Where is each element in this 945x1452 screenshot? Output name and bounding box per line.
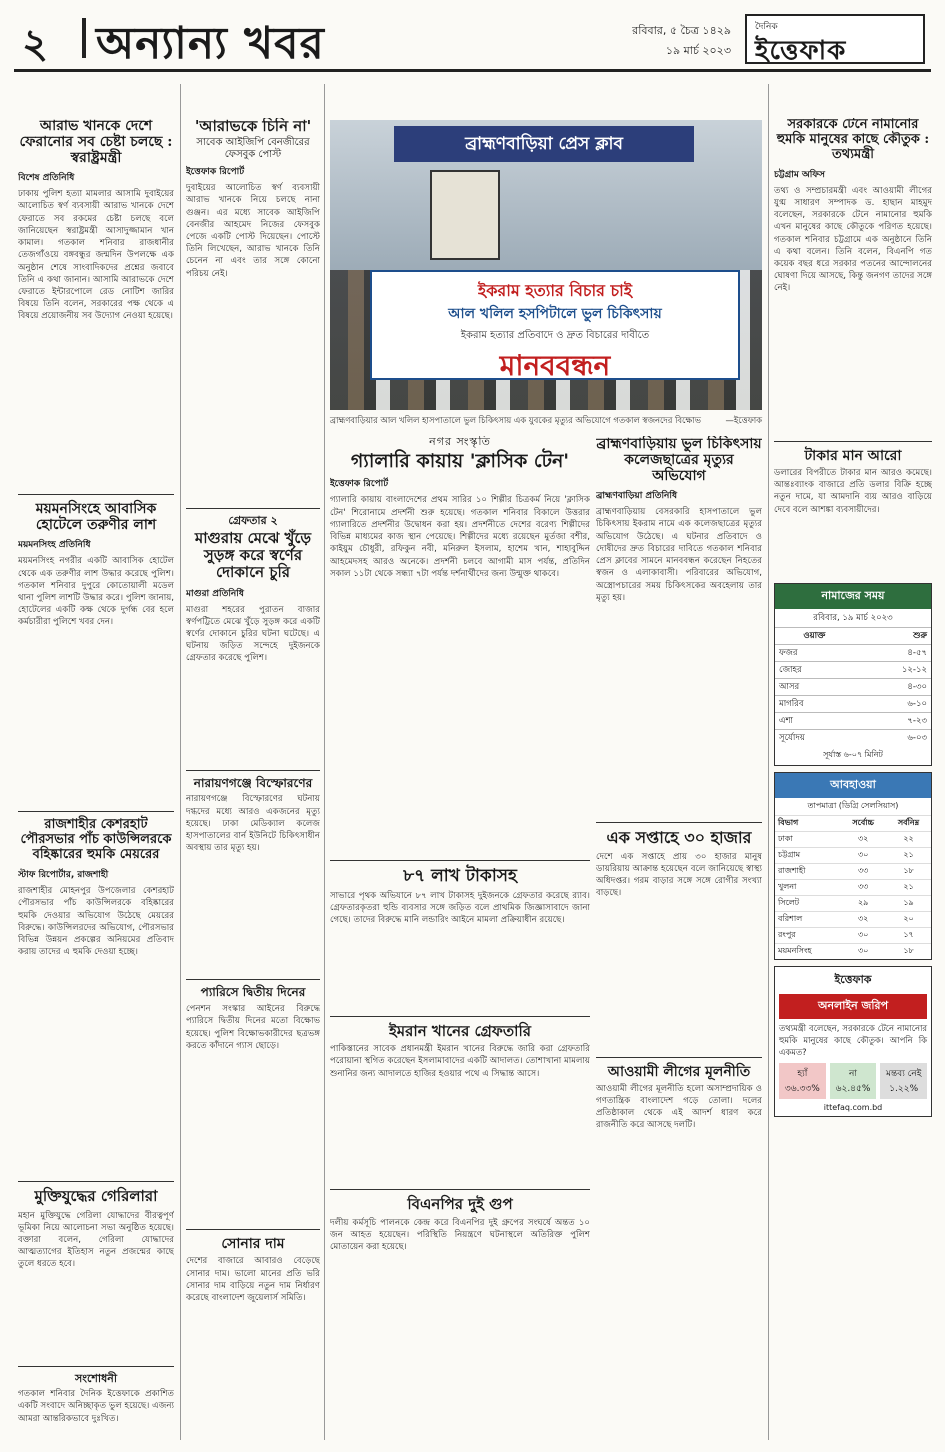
divider — [18, 494, 174, 495]
city: খুলনা — [775, 879, 840, 895]
divider — [596, 822, 762, 823]
max-temp: ৩০ — [840, 943, 886, 959]
photo-credit: —ইত্তেফাক — [725, 415, 762, 425]
city: বরিশাল — [775, 911, 840, 927]
article-title[interactable]: প্যারিসে দ্বিতীয় দিনের — [200, 985, 306, 1000]
table-row — [775, 911, 931, 927]
prayer-col-header: ওয়াক্ত — [775, 627, 854, 644]
newspaper-logo — [745, 14, 925, 64]
prayer-time: ৬-০৩ — [854, 729, 931, 746]
article-title[interactable]: ময়মনসিংহে আবাসিক হোটেলে তরুণীর লাশ — [35, 501, 157, 534]
poll-question: তথ্যমন্ত্রী বলেছেন, সরকারকে টেনে নামানোর হুমকি মানুষের কাছে কৌতুক। আপনি কি একমত? — [779, 1022, 927, 1057]
article-body: তথ্য ও সম্প্রচারমন্ত্রী এবং আওয়ামী লীগের যুগ্ম সাধারণ সম্পাদক ড. হাছান মাহমুদ বলেছেন, সরকারকে টেনে নামানোর হুমকি এখন মানুষের কাছে কৌতুকে পরিণত হয়েছে। গতকাল শনিবার চট্টগ্রামে এক অনুষ্ঠানে তিনি এ কথা বলেন। তিনি বলেন, বিএনপি গত কয়েক বছর ধরে সরকার পতনের আন্দোলনের ঘোষণা দিয়ে আসছে, কিন্তু জনগণ তাদের সঙ্গে নেই। — [774, 185, 932, 294]
article-kicker: গ্রেফতার ২ — [228, 514, 278, 528]
divider — [330, 1189, 590, 1190]
prayer-time: ৪-৩০ — [854, 678, 931, 695]
poll-option-no-comment[interactable] — [880, 1063, 927, 1099]
table-row — [775, 863, 931, 879]
column-rule — [324, 84, 325, 1440]
city: ঢাকা — [775, 831, 840, 847]
table-row — [775, 879, 931, 895]
weather-heading: আবহাওয়া — [775, 773, 931, 798]
divider — [596, 1057, 762, 1058]
min-temp: ১৮ — [886, 863, 931, 879]
article-body: দেশে এক সপ্তাহে প্রায় ৩০ হাজার মানুষ ডায়রিয়ায় আক্রান্ত হয়েছেন বলে জানিয়েছে স্বাস্থ্য অধিদপ্তর। গরম বাড়ার সঙ্গে সঙ্গে রোগীর সংখ্যা বাড়ছে। — [596, 851, 762, 899]
option-value: ১.২২% — [889, 1083, 919, 1094]
weather-box — [774, 772, 932, 960]
article-title[interactable]: মুক্তিযুদ্ধের গেরিলারা — [34, 1187, 158, 1206]
byline: ইত্তেফাক রিপোর্ট — [186, 167, 245, 178]
caption-text: ব্রাহ্মণবাড়িয়ার আল খলিল হাসপাতালে ভুল চিকিৎসায় এক যুবকের মৃত্যুর অভিযোগে গতকাল স্বজনদের বিক্ষোভ — [330, 415, 701, 425]
byline: ব্রাহ্মণবাড়িয়া প্রতিনিধি — [596, 491, 678, 502]
byline: মাগুরা প্রতিনিধি — [186, 588, 244, 599]
weather-col-header: সর্বোচ্চ — [840, 815, 886, 831]
max-temp: ৩০ — [840, 927, 886, 943]
weather-col-header: সর্বনিম্ন — [886, 815, 931, 831]
center-right — [596, 436, 762, 1440]
max-temp: ৩৩ — [840, 879, 886, 895]
weather-sub: তাপমাত্রা (ডিগ্রি সেলসিয়াস) — [807, 800, 899, 810]
table-row — [775, 661, 931, 678]
date-english: ১৯ মার্চ ২০২৩ — [665, 44, 731, 57]
table-row — [775, 712, 931, 729]
divider — [18, 1366, 174, 1367]
article-title[interactable]: সোনার দাম — [221, 1236, 285, 1253]
prayer-time: ৪-৫৭ — [854, 644, 931, 661]
prayer-name: ফজর — [775, 644, 854, 661]
column-rule — [768, 84, 769, 1440]
table-row — [775, 847, 931, 863]
article-title[interactable]: ব্রাহ্মণবাড়িয়ায় ভুল চিকিৎসায় কলেজছাত্রের মৃত্যুর অভিযোগ — [596, 436, 762, 485]
min-temp: ২০ — [886, 911, 931, 927]
prayer-heading: নামাজের সময় — [775, 584, 931, 609]
poll-banner: অনলাইন জরিপ — [779, 994, 927, 1019]
divider — [186, 1229, 320, 1230]
min-temp: ১৮ — [886, 943, 931, 959]
kicker: নগর সংস্কৃতি — [429, 436, 491, 448]
city: সিলেট — [775, 895, 840, 911]
min-temp: ২১ — [886, 879, 931, 895]
article-body: গ্যালারি কায়ায় বাংলাদেশের প্রথম সারির ১০ শিল্পীর চিত্রকর্ম নিয়ে 'ক্লাসিক টেন' শিরোনামে প্রদর্শনী শুরু হয়েছে। গতকাল শনিবার বিকালে উত্তরার গ্যালারিতে প্রদর্শনীর উদ্বোধন করা হয়। প্রদর্শনীতে দেশের বরেণ্য শিল্পীদের বিভিন্ন মাধ্যমের কাজ স্থান পেয়েছে। শিল্পীদের মধ্যে রয়েছেন মুর্তজা বশীর, কাইয়ুম চৌধুরী, রফিকুন নবী, মনিরুল ইসলাম, হাশেম খান, শাহাবুদ্দিন আহমেদসহ আরও অনেকে। প্রদর্শনী চলবে আগামী মাস পর্যন্ত, প্রতিদিন সকাল ১১টা থেকে সন্ধ্যা ৭টা পর্যন্ত দর্শনার্থীদের জন্য উন্মুক্ত থাকবে। — [330, 495, 590, 579]
table-row — [775, 644, 931, 661]
prayer-time: ৬-১০ — [854, 695, 931, 712]
table-row — [775, 695, 931, 712]
column-5 — [774, 118, 932, 1440]
prayer-date: রবিবার, ১৯ মার্চ ২০২৩ — [813, 612, 893, 623]
prayer-name: সূর্যোদয় — [775, 729, 854, 746]
article-title[interactable]: সরকারকে টেনে নামানোর হুমকি মানুষের কাছে কৌতুক : তথ্যমন্ত্রী — [776, 118, 930, 162]
logo-name: ইত্তেফাক — [755, 36, 847, 66]
banner-line: ইকরাম হত্যার বিচার চাই — [477, 281, 633, 300]
article-title[interactable]: সংশোধনী — [75, 1371, 117, 1385]
divider — [186, 508, 320, 509]
prayer-times-box — [774, 583, 932, 766]
article-title[interactable]: 'আরাভকে চিনি না' — [194, 118, 312, 135]
banner-line: মানববন্ধন — [499, 349, 611, 382]
table-row — [775, 943, 931, 959]
article-body: মাগুরা শহরের পুরাতন বাজার স্বর্ণপট্টিতে মেঝে খুঁড়ে সুড়ঙ্গ করে একটি স্বর্ণের দোকানে চুরির ঘটনা ঘটেছে। এ ঘটনায় জড়িত সন্দেহে দুইজনকে গ্রেফতার করেছে পুলিশ। — [186, 604, 320, 664]
poll-options — [779, 1063, 927, 1099]
option-value: ৬২.৪৫% — [835, 1083, 871, 1094]
weather-col-header: বিভাগ — [775, 815, 840, 831]
divider — [186, 979, 320, 980]
city: রাজশাহী — [775, 863, 840, 879]
article-body: ডলারের বিপরীতে টাকার মান আরও কমেছে। আন্তঃব্যাংক বাজারে প্রতি ডলার বিক্রি হচ্ছে নতুন দামে, যা আমদানি ব্যয় আরও বাড়িয়ে দেবে বলে আশঙ্কা ব্যবসায়ীদের। — [774, 467, 932, 515]
article-title[interactable]: রাজশাহীর কেশরহাট পৌরসভার পাঁচ কাউন্সিলরকে বহিষ্কারের হুমকি মেয়রের — [20, 817, 172, 863]
article-title[interactable]: গ্যালারি কায়ায় 'ক্লাসিক টেন' — [350, 449, 570, 472]
prayer-name: এশা — [775, 712, 854, 729]
article-body: দুবাইয়ের আলোচিত স্বর্ণ ব্যবসায়ী আরাভ খানকে নিয়ে চলছে নানা গুঞ্জন। এর মধ্যে সাবেক আইজিপি বেনজীর আহমেদ নিজের ফেসবুক পেজে একটি পোস্ট দিয়েছেন। পোস্টে তিনি লিখেছেন, আরাভ খানকে তিনি চেনেন না এবং তার সঙ্গে কোনো পরিচয় নেই। — [186, 183, 320, 279]
article-body: ঢাকায় পুলিশ হত্যা মামলার আসামি দুবাইয়ের আলোচিত স্বর্ণ ব্যবসায়ী আরাভ খানকে দেশে ফেরাতে সব রকমের চেষ্টা চলছে বলে জানিয়েছেন স্বরাষ্ট্রমন্ত্রী আসাদুজ্জামান খান কামাল। গতকাল শনিবার রাজধানীর তেজগাঁওয়ে বঙ্গবন্ধুর জন্মদিন উপলক্ষে এক অনুষ্ঠান শেষে সাংবাদিকদের প্রশ্নের জবাবে তিনি এ কথা জানান। আসামি আরাভকে দেশে ফেরাতে ইন্টারপোলে রেড নোটিশ জারির বিষয়ে তিনি বলেন, সরকারের পক্ষ থেকে এ বিষয়ে প্রয়োজনীয় সব উদ্যোগ নেওয়া হয়েছে। — [18, 189, 174, 322]
article-title[interactable]: মাগুরায় মেঝে খুঁড়ে সুড়ঙ্গ করে স্বর্ণের দোকানে চুরি — [194, 528, 312, 582]
byline: চট্টগ্রাম অফিস — [774, 169, 825, 180]
victim-portrait — [430, 170, 500, 260]
option-label: না — [849, 1068, 857, 1079]
min-temp: ১৯ — [886, 895, 931, 911]
city: ময়মনসিংহ — [775, 943, 840, 959]
divider — [330, 1016, 590, 1017]
byline: ইত্তেফাক রিপোর্ট — [330, 479, 389, 490]
poll-footer-link[interactable]: ittefaq.com.bd — [823, 1102, 883, 1112]
option-value: ৩৬.৩৩% — [784, 1083, 820, 1094]
divider — [18, 1181, 174, 1182]
article-body: পেনশন সংস্কার আইনের বিরুদ্ধে প্যারিসে দ্বিতীয় দিনের মতো বিক্ষোভ হয়েছে। পুলিশ বিক্ষোভকারীদের ছত্রভঙ্গ করতে কাঁদানে গ্যাস ছোড়ে। — [186, 1004, 320, 1051]
article-body: দেশের বাজারে আবারও বেড়েছে সোনার দাম। ভালো মানের প্রতি ভরি সোনার দাম বাড়িয়ে নতুন দাম নির্ধারণ করেছে বাংলাদেশ জুয়েলার্স সমিতি। — [186, 1256, 320, 1303]
article-subtitle: সাবেক আইজিপি বেনজীরের ফেসবুক পোস্ট — [196, 137, 310, 160]
byline: স্টাফ রিপোর্টার, রাজশাহী — [18, 870, 109, 881]
article-title[interactable]: ইমরান খানের গ্রেফতারি — [389, 1022, 531, 1041]
table-row — [775, 927, 931, 943]
article-body: নারায়ণগঞ্জে বিস্ফোরণের ঘটনায় দগ্ধদের মধ্যে আরও একজনের মৃত্যু হয়েছে। ঢাকা মেডিক্যাল কলেজ হাসপাতালের বার্ন ইউনিটে চিকিৎসাধীন অবস্থায় তার মৃত্যু হয়। — [186, 794, 320, 854]
prayer-table — [775, 627, 931, 746]
prayer-note: সূর্যাস্ত ৬-০৭ মিনিট — [823, 749, 883, 759]
table-row — [775, 678, 931, 695]
column-1 — [18, 118, 174, 1440]
poll-option-yes[interactable] — [779, 1063, 826, 1099]
article-body: সাভারে পৃথক অভিযানে ৮৭ লাখ টাকাসহ দুইজনকে গ্রেফতার করেছে র‍্যাব। গ্রেফতারকৃতরা হুন্ডি ব্যবসার সঙ্গে জড়িত বলে প্রাথমিক জিজ্ঞাসাবাদে জানা গেছে। তাদের বিরুদ্ধে মানি লন্ডারিং আইনে মামলা প্রক্রিয়াধীন রয়েছে। — [330, 891, 590, 926]
page-number: ২ — [22, 20, 49, 67]
article-title[interactable]: ৮৭ লাখ টাকাসহ — [403, 866, 517, 887]
byline: ময়মনসিংহ প্রতিনিধি — [18, 540, 91, 551]
article-body: ময়মনসিংহ নগরীর একটি আবাসিক হোটেল থেকে এক তরুণীর লাশ উদ্ধার করেছে পুলিশ। গতকাল শনিবার দুপুরে কোতোয়ালী মডেল থানা পুলিশ লাশটি উদ্ধার করে। পুলিশ জানায়, হোটেলের একটি কক্ষ থেকে দুর্গন্ধ বের হলে কর্মচারীরা পুলিশে খবর দেন। — [18, 556, 174, 628]
divider — [330, 860, 590, 861]
poll-option-no[interactable] — [830, 1063, 877, 1099]
prayer-time: ৭-২৩ — [854, 712, 931, 729]
masthead — [14, 8, 931, 72]
byline: বিশেষ প্রতিনিধি — [18, 173, 75, 184]
protest-banner — [370, 270, 740, 380]
online-poll-box — [774, 966, 932, 1117]
article-title[interactable]: এক সপ্তাহে ৩০ হাজার — [606, 828, 752, 848]
column-2 — [186, 118, 320, 1440]
press-club-sign: ব্রাহ্মণবাড়িয়া প্রেস ক্লাব — [394, 126, 694, 162]
max-temp: ৩৩ — [840, 863, 886, 879]
article-title[interactable]: নারায়ণগঞ্জে বিস্ফোরণের — [193, 775, 313, 790]
photo-caption — [330, 414, 762, 428]
banner-line: ইকরাম হত্যার প্রতিবাদে ও দ্রুত বিচারের দাবীতে — [460, 330, 650, 341]
date-bangla: রবিবার, ৫ চৈত্র ১৪২৯ — [632, 24, 731, 37]
table-row — [775, 831, 931, 847]
poll-brand: ইত্তেফাক — [834, 972, 872, 986]
prayer-name: মাগরিব — [775, 695, 854, 712]
column-rule — [180, 84, 181, 1440]
max-temp: ৩০ — [840, 847, 886, 863]
article-body: পাকিস্তানের সাবেক প্রধানমন্ত্রী ইমরান খানের বিরুদ্ধে জারি করা গ্রেফতারি পরোয়ানা স্থগিত করেছেন ইসলামাবাদের একটি আদালত। তোশাখানা মামলায় শুনানির জন্য আদালতে হাজির হওয়ার পথে এ সিদ্ধান্ত আসে। — [330, 1044, 590, 1079]
article-title[interactable]: টাকার মান আরো — [804, 447, 902, 464]
article-body: রাজশাহীর মোহনপুর উপজেলার কেশরহাট পৌরসভার পাঁচ কাউন্সিলরকে বহিষ্কারের হুমকি দেওয়ার অভিযোগ উঠেছে মেয়রের বিরুদ্ধে। কাউন্সিলরদের অভিযোগ, পৌরসভার বিভিন্ন উন্নয়ন প্রকল্পের অনিয়মের প্রতিবাদ করায় তাদের এ হুমকি দেওয়া হচ্ছে। — [18, 886, 174, 958]
prayer-time: ১২-১২ — [854, 661, 931, 678]
prayer-name: জোহর — [775, 661, 854, 678]
max-temp: ৩২ — [840, 911, 886, 927]
city: রংপুর — [775, 927, 840, 943]
banner-line: আল খলিল হসপিটালে ভুল চিকিৎসায় — [448, 306, 662, 322]
weather-table — [775, 815, 931, 959]
article-title[interactable]: আওয়ামী লীগের মূলনীতি — [607, 1063, 751, 1080]
article-title[interactable]: আরাভ খানকে দেশে ফেরানোর সব চেষ্টা চলছে : স্বরাষ্ট্রমন্ত্রী — [19, 118, 173, 167]
divider — [774, 441, 932, 442]
min-temp: ২১ — [886, 847, 931, 863]
table-row — [775, 729, 931, 746]
max-temp: ২৯ — [840, 895, 886, 911]
divider — [186, 770, 320, 771]
table-row — [775, 895, 931, 911]
logo-small: দৈনিক — [755, 22, 778, 32]
article-body: গতকাল শনিবার দৈনিক ইত্তেফাকে প্রকাশিত একটি সংবাদে অনিচ্ছাকৃত ভুল হয়েছে। এজন্য আমরা আন্তরিকভাবে দুঃখিত। — [18, 1389, 174, 1424]
prayer-name: আসর — [775, 678, 854, 695]
article-body: মহান মুক্তিযুদ্ধে গেরিলা যোদ্ধাদের বীরত্বপূর্ণ ভূমিকা নিয়ে আলোচনা সভা অনুষ্ঠিত হয়েছে। বক্তারা বলেন, গেরিলা যোদ্ধাদের আত্মত্যাগের ইতিহাস নতুন প্রজন্মের কাছে তুলে ধরতে হবে। — [18, 1210, 174, 1270]
section-title: অন্যান্য খবর — [96, 18, 325, 69]
min-temp: ১৭ — [886, 927, 931, 943]
city: চট্টগ্রাম — [775, 847, 840, 863]
article-body: দলীয় কর্মসূচি পালনকে কেন্দ্র করে বিএনপির দুই গ্রুপের সংঘর্ষে অন্তত ১০ জন আহত হয়েছেন। পরিস্থিতি নিয়ন্ত্রণে ঘটনাস্থলে অতিরিক্ত পুলিশ মোতায়েন করা হয়েছে। — [330, 1217, 590, 1252]
center-left — [330, 436, 590, 1440]
divider — [18, 811, 174, 812]
news-photo — [330, 120, 762, 410]
prayer-col-header: শুরু — [854, 627, 931, 644]
article-title[interactable]: বিএনপির দুই গুপ — [407, 1195, 513, 1214]
masthead-divider — [82, 18, 86, 58]
article-body: ব্রাহ্মণবাড়িয়ায় বেসরকারি হাসপাতালে ভুল চিকিৎসায় ইকরাম নামে এক কলেজছাত্রের মৃত্যুর অভিযোগ উঠেছে। এ ঘটনার প্রতিবাদে ও দোষীদের দ্রুত বিচারের দাবিতে গতকাল শনিবার প্রেস ক্লাবের সামনে মানববন্ধন করেছেন নিহতের স্বজন ও এলাকাবাসী। পরিবারের অভিযোগ, অস্ত্রোপচারের সময় চিকিৎসকের অবহেলায় তার মৃত্যু হয়। — [596, 507, 762, 603]
article-body: আওয়ামী লীগের মূলনীতি হলো অসাম্প্রদায়িক ও গণতান্ত্রিক বাংলাদেশ গড়ে তোলা। দলের প্রতিষ্ঠাকাল থেকে এই আদর্শ ধারণ করে রাজনীতি করে আসছে দলটি। — [596, 1083, 762, 1131]
max-temp: ৩২ — [840, 831, 886, 847]
option-label: মন্তব্য নেই — [885, 1068, 922, 1079]
min-temp: ২২ — [886, 831, 931, 847]
option-label: হ্যাঁ — [797, 1068, 808, 1079]
